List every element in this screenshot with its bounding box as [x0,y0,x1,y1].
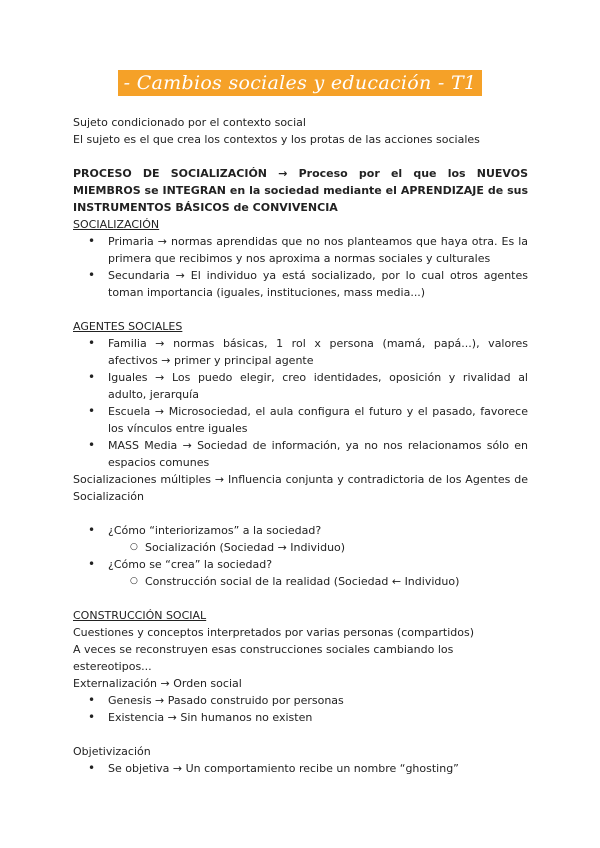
questions-list [73,522,528,590]
question-item: • ¿Cómo “interiorizamos” a la sociedad? [73,522,528,539]
objetivizacion-list [73,760,528,777]
heading-agentes-sociales: AGENTES SOCIALES [73,320,183,333]
socializacion-list [73,233,528,301]
title-wrap [0,70,600,96]
question-item: • ¿Cómo se “crea” la sociedad? [73,556,528,573]
list-item: • Existencia → Sin humanos no existen [73,709,528,726]
list-item: • MASS Media → Sociedad de información, ya no nos relacionamos sólo en espacios comunes [73,437,528,471]
intro-line-1: Sujeto condicionado por el contexto social [73,116,306,129]
socialization-definition: PROCESO DE SOCIALIZACIÓN → Proceso por el que los NUEVOS MIEMBROS se INTEGRAN en la sociedad mediante el APRENDIZAJE de sus INSTRUMENTOS BÁSICOS de CONVIVENCIA [73,167,528,214]
list-item: • Escuela → Microsociedad, el aula configura el futuro y el pasado, favorece los vínculos entre iguales [73,403,528,437]
document-title: - Cambios sociales y educación - T1 [118,70,483,96]
heading-socializacion: SOCIALIZACIÓN [73,218,160,231]
list-item: • Familia → normas básicas, 1 rol x persona (mamá, papá...), valores afectivos → primer y principal agente [73,335,528,369]
construccion-line-3: Externalización → Orden social [73,677,242,690]
objetivizacion-label: Objetivización [73,745,151,758]
intro-line-2: El sujeto es el que crea los contextos y los protas de las acciones sociales [73,133,480,146]
agentes-note: Socializaciones múltiples → Influencia conjunta y contradictoria de los Agentes de Socialización [73,473,528,503]
list-item: • Primaria → normas aprendidas que no nos planteamos que haya otra. Es la primera que recibimos y nos aproxima a normas sociales y culturales [73,233,528,267]
construccion-list [73,692,528,726]
list-item: • Iguales → Los puedo elegir, creo identidades, oposición y rivalidad al adulto, jerarquía [73,369,528,403]
construccion-line-2: A veces se reconstruyen esas construcciones sociales cambiando los estereotipos... [73,643,454,673]
document-body [73,114,528,777]
list-item: • Genesis → Pasado construido por personas [73,692,528,709]
construccion-line-1: Cuestiones y conceptos interpretados por varias personas (compartidos) [73,626,475,639]
list-item: • Secundaria → El individuo ya está socializado, por lo cual otros agentes toman importancia (iguales, instituciones, mass media...) [73,267,528,301]
answer-item: ○ Construcción social de la realidad (Sociedad ← Individuo) [73,573,528,590]
agentes-list [73,335,528,471]
answer-item: ○ Socialización (Sociedad → Individuo) [73,539,528,556]
heading-construccion-social: CONSTRUCCIÓN SOCIAL [73,609,207,622]
list-item: • Se objetiva → Un comportamiento recibe un nombre “ghosting” [73,760,528,777]
